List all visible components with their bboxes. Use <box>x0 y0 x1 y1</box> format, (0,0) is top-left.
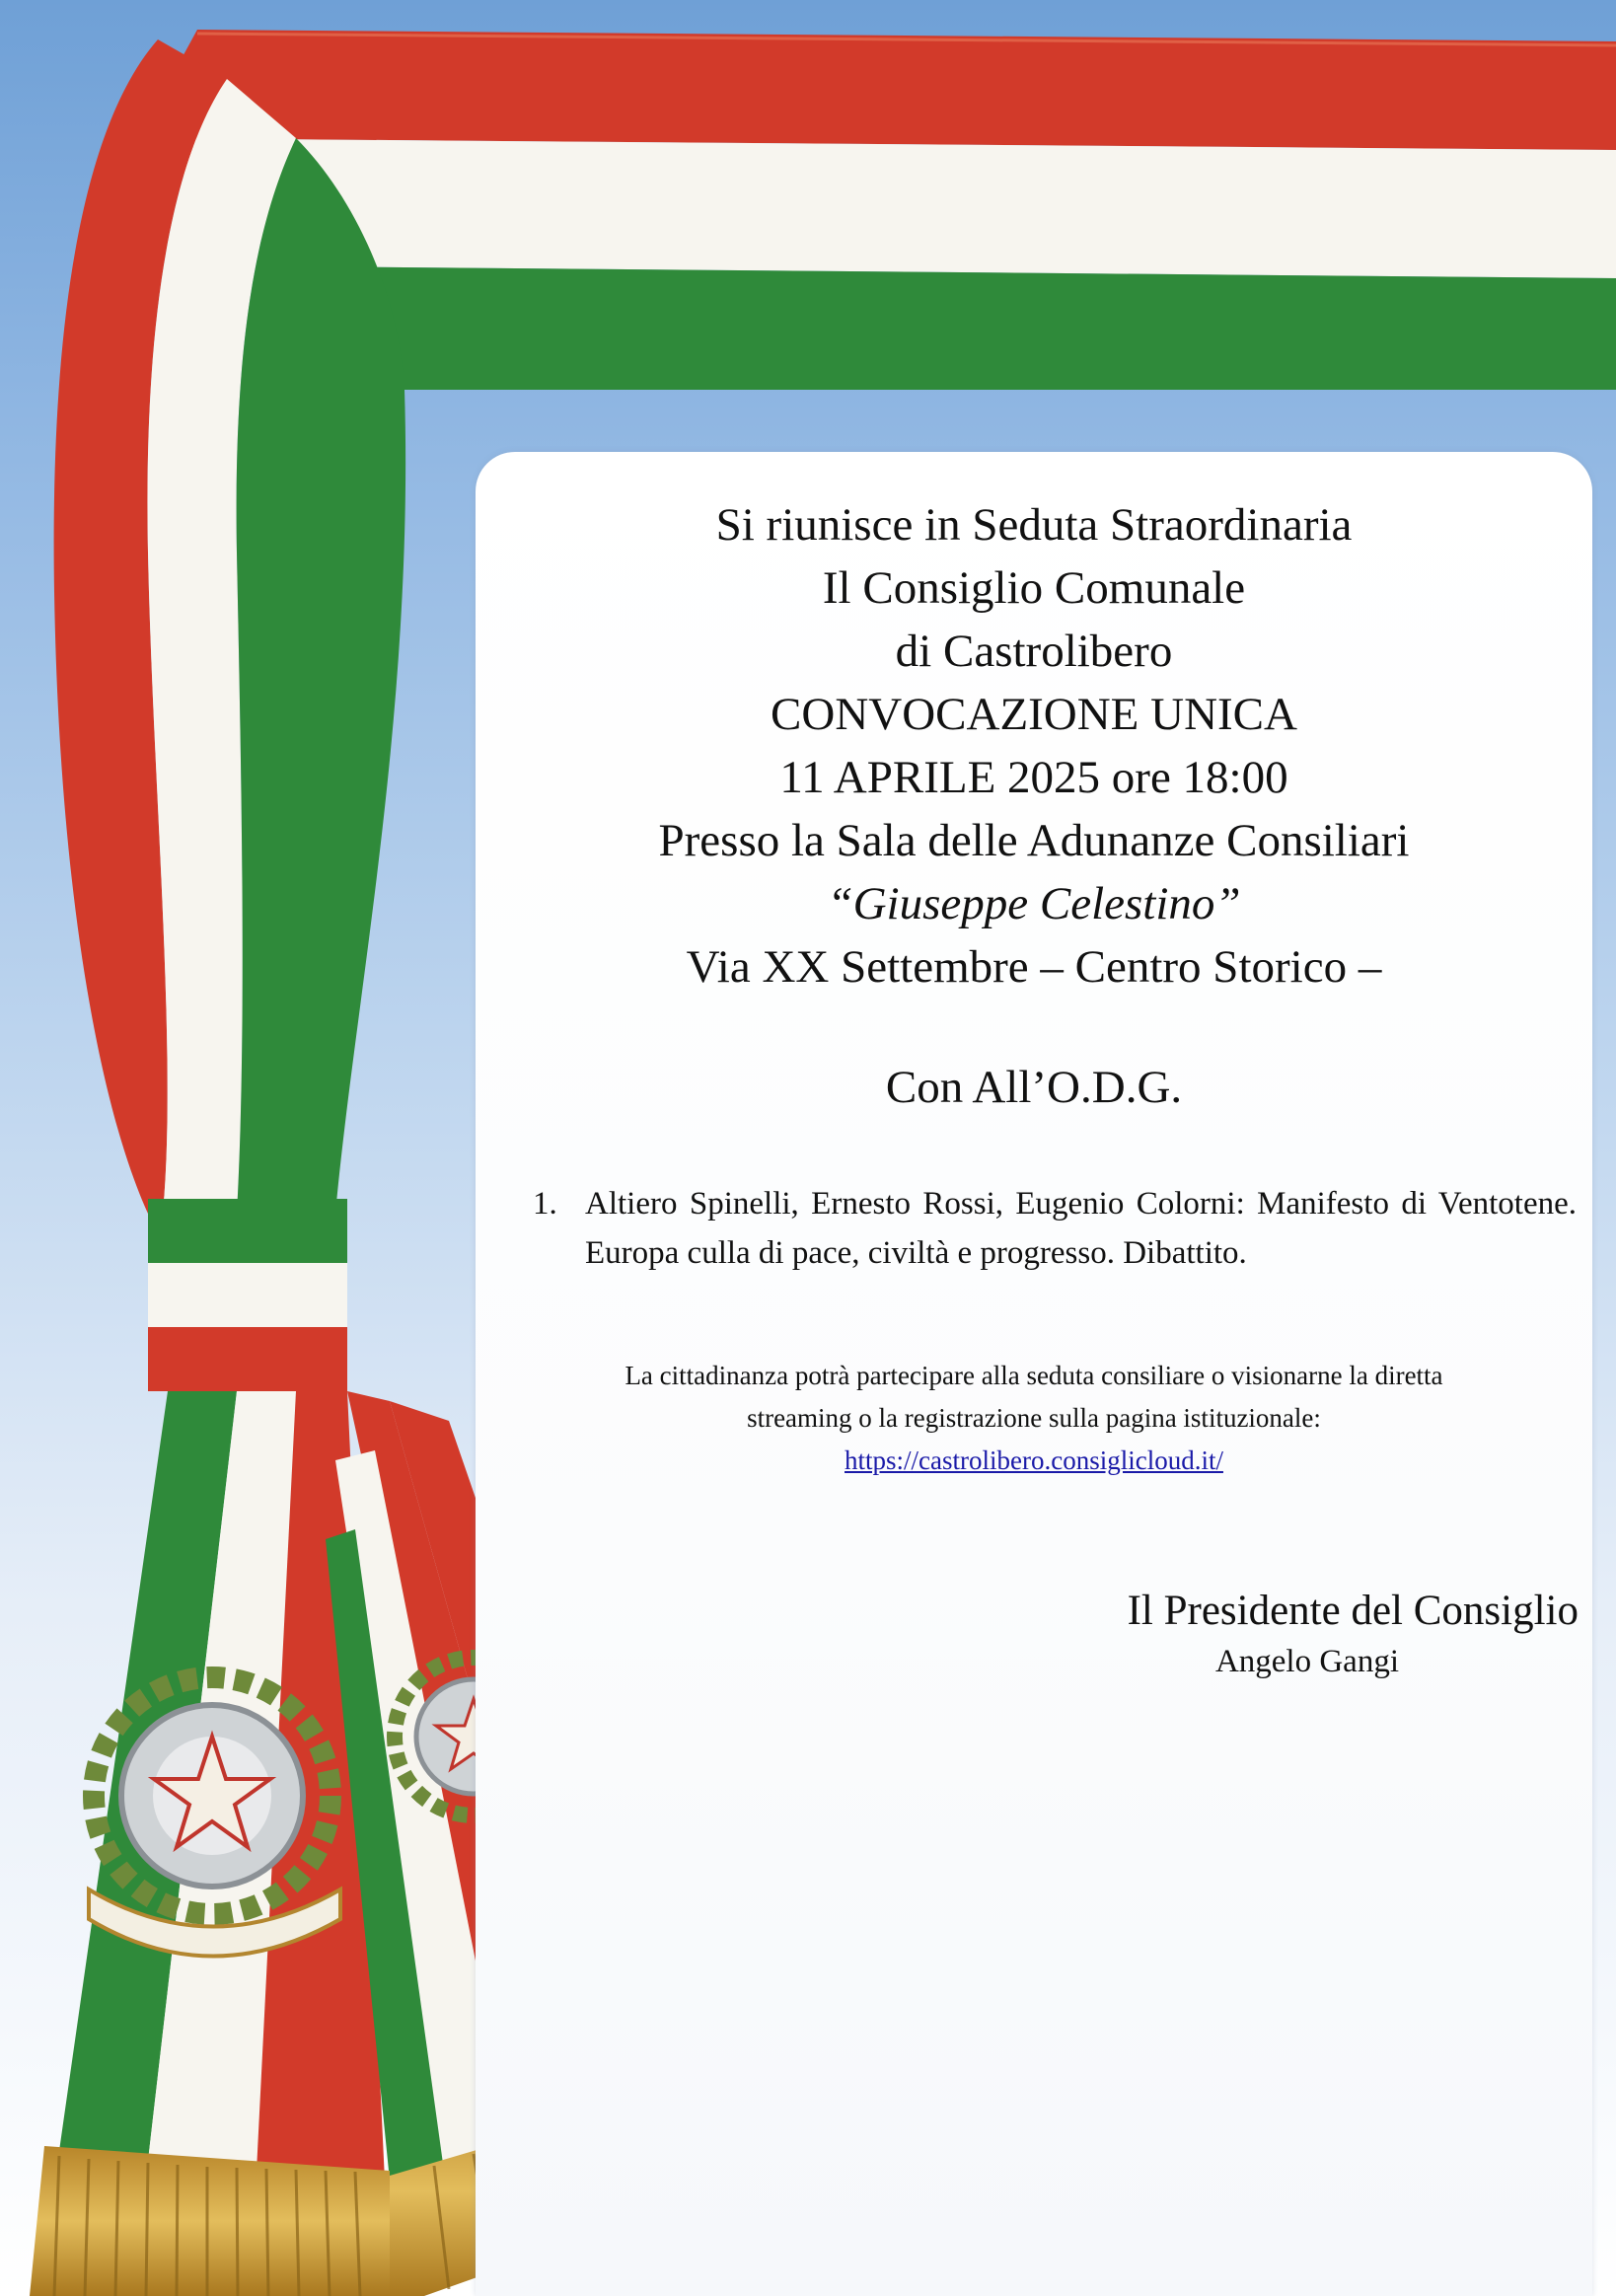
heading-council-line: Il Consiglio Comunale <box>822 562 1246 614</box>
notice-line-1: La cittadinanza potrà partecipare alla seduta consiliare o visionarne la diretta <box>624 1361 1443 1390</box>
heading-municipality-line: di Castrolibero <box>895 626 1173 677</box>
left-sash-green <box>237 138 406 1214</box>
heading-convocation-line: CONVOCAZIONE UNICA <box>771 689 1297 740</box>
agenda-item <box>533 1179 1577 1278</box>
notice-line-2: streaming o la registrazione sulla pagina istituzionale: <box>747 1403 1321 1433</box>
institutional-page-link[interactable]: https://castrolibero.consiglicloud.it/ <box>845 1445 1223 1475</box>
heading-hall-name-line: “Giuseppe Celestino” <box>827 878 1241 929</box>
agenda-item-number: 1. <box>533 1186 557 1222</box>
heading-venue-line: Presso la Sala delle Adunanze Consiliari <box>658 815 1410 866</box>
meeting-heading <box>476 493 1592 999</box>
sash-knot <box>148 1199 347 1391</box>
agenda-item-text: Altiero Spinelli, Ernesto Rossi, Eugenio Colorni: Manifesto di Ventotene. Europa culla di pace, civiltà e progresso. Dibattito. <box>585 1186 1577 1271</box>
heading-address-line: Via XX Settembre – Centro Storico – <box>686 941 1382 993</box>
signature-block <box>987 1583 1579 1683</box>
heading-date-time-line: 11 APRILE 2025 ore 18:00 <box>779 752 1288 803</box>
signatory-name: Angelo Gangi <box>1214 1644 1399 1679</box>
agenda-title: Con All’O.D.G. <box>885 1062 1183 1113</box>
participation-notice <box>476 1355 1592 1482</box>
heading-session-line: Si riunisce in Seduta Straordinaria <box>715 499 1353 551</box>
signatory-role: Il Presidente del Consiglio <box>1127 1588 1579 1634</box>
agenda-list <box>533 1179 1577 1278</box>
